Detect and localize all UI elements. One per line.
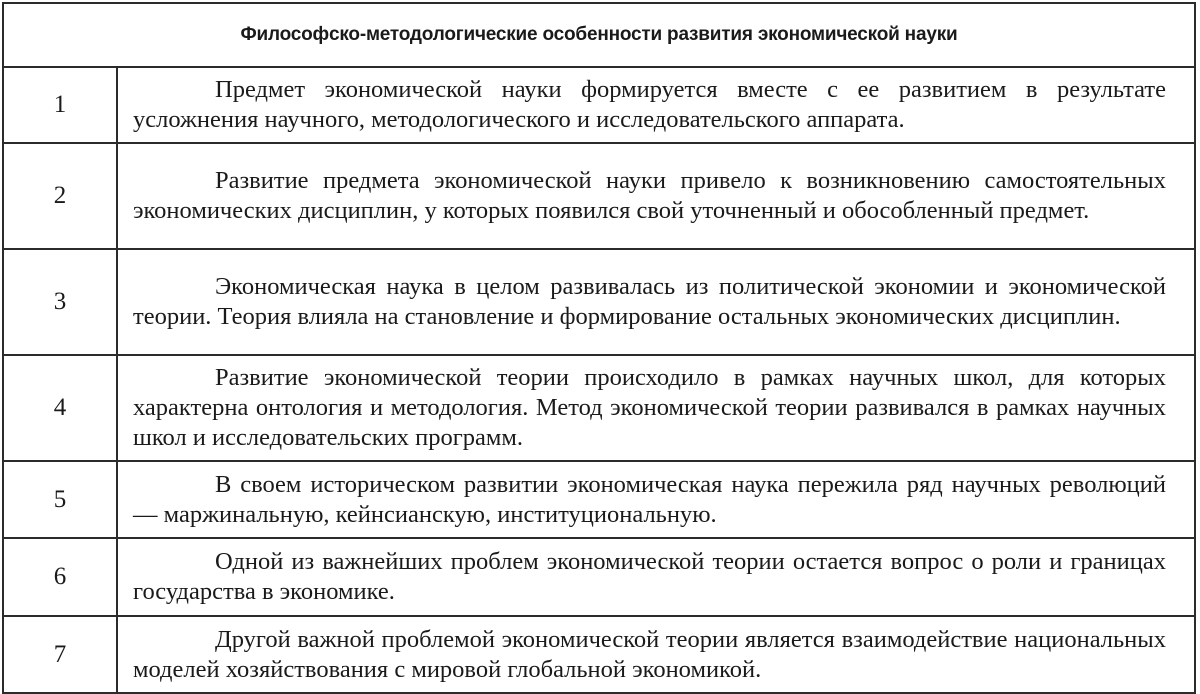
- table-row: [3, 538, 1195, 616]
- table-row: [3, 355, 1195, 461]
- row-text: Развитие предмета экономической науки привело к возникновению самостоятельных экономических дисциплин, у которых появился свой уточненный и обособленный предмет.: [117, 143, 1195, 249]
- table-row: [3, 67, 1195, 143]
- row-number: 4: [3, 355, 117, 461]
- row-text: Экономическая наука в целом развивалась из политической экономии и экономической теории. Теория влияла на становление и формирование остальных экономических дисциплин.: [117, 249, 1195, 355]
- row-number: 3: [3, 249, 117, 355]
- row-text: В своем историческом развитии экономическая наука пережила ряд научных революций — маржинальную, кейнсианскую, институциональную.: [117, 461, 1195, 538]
- table-row: [3, 143, 1195, 249]
- row-text: Другой важной проблемой экономической теории является взаимодействие национальных моделей хозяйствования с мировой глобальной экономикой.: [117, 616, 1195, 693]
- row-number: 5: [3, 461, 117, 538]
- row-text: Одной из важнейших проблем экономической теории остается вопрос о роли и границах государства в экономике.: [117, 538, 1195, 616]
- row-text: Развитие экономической теории происходило в рамках научных школ, для которых характерна онтология и методология. Метод экономической теории развивался в рамках научных школ и исследовательских программ.: [117, 355, 1195, 461]
- features-table: [2, 2, 1196, 694]
- table-row: [3, 461, 1195, 538]
- row-text: Предмет экономической науки формируется вместе с ее развитием в результате усложнения научного, методологического и исследовательского аппарата.: [117, 67, 1195, 143]
- row-number: 6: [3, 538, 117, 616]
- table-header-row: [3, 3, 1195, 67]
- row-number: 7: [3, 616, 117, 693]
- table-row: [3, 249, 1195, 355]
- table-row: [3, 616, 1195, 693]
- row-number: 2: [3, 143, 117, 249]
- row-number: 1: [3, 67, 117, 143]
- table-title: Философско-методологические особенности развития экономической науки: [3, 3, 1195, 67]
